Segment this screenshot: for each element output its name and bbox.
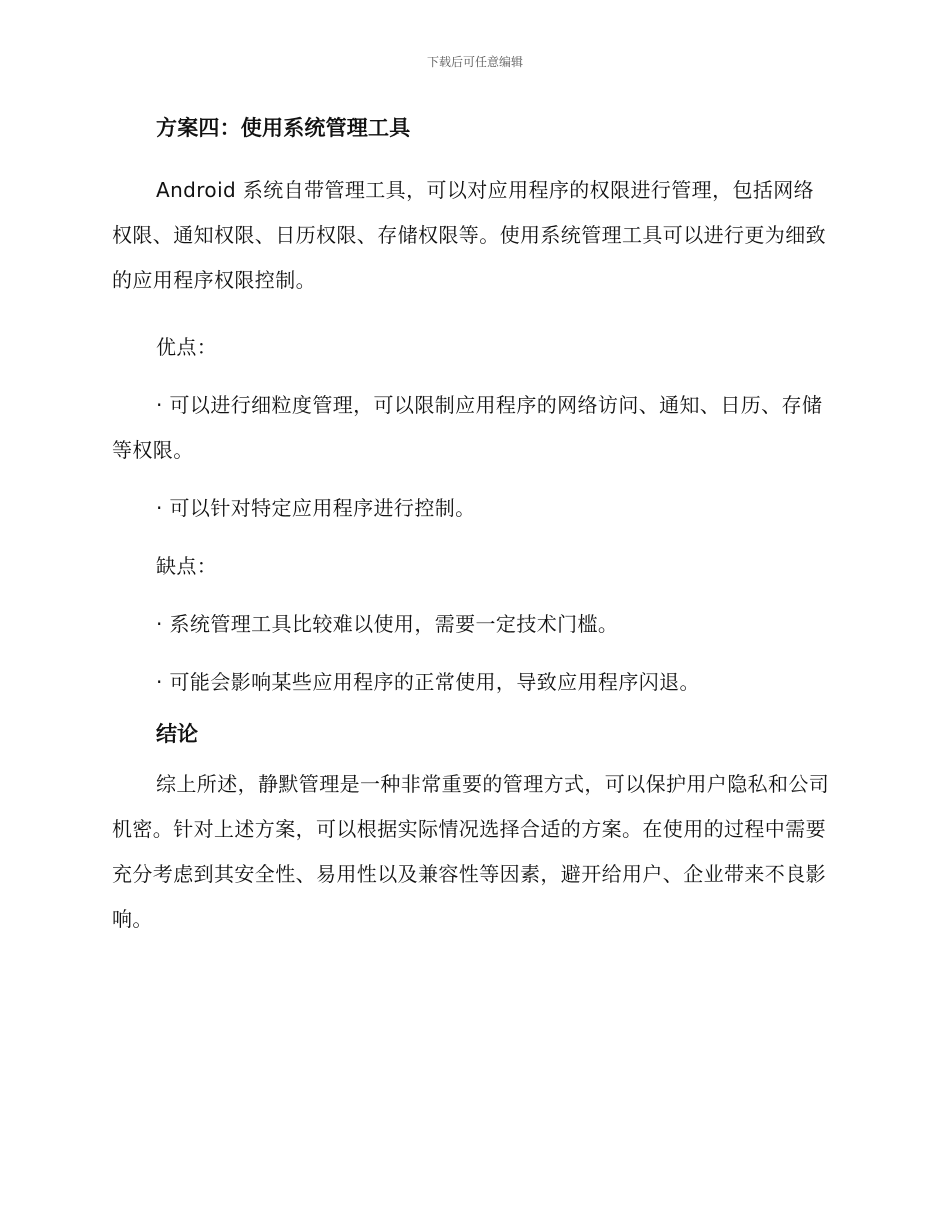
- pros-label: 优点：: [156, 335, 218, 359]
- cons-label: 缺点：: [156, 554, 218, 578]
- cons-item-1: · 系统管理工具比较难以使用，需要一定技术门槛。: [156, 612, 619, 636]
- conclusion-text: 综上所述，静默管理是一种非常重要的管理方式，可以保护用户隐私和公司机密。针对上述方案，可以根据实际情况选择合适的方案。在使用的过程中需要充分考虑到其安全性、易用性以及兼容性等因素，避开给用户、企业带来不良影响。: [112, 772, 830, 931]
- cons-item-2: · 可能会影响某些应用程序的正常使用，导致应用程序闪退。: [156, 670, 700, 694]
- pros-item-1: · 可以进行细粒度管理，可以限制应用程序的网络访问、通知、日历、存储等权限。: [112, 393, 823, 462]
- section-intro: Android 系统自带管理工具，可以对应用程序的权限进行管理，包括网络权限、通知权限、日历权限、存储权限等。使用系统管理工具可以进行更为细致的应用程序权限控制。: [112, 178, 826, 292]
- pros-item-2: · 可以针对特定应用程序进行控制。: [156, 496, 476, 520]
- conclusion-title: 结论: [156, 722, 198, 746]
- section-title: 方案四：使用系统管理工具: [156, 116, 411, 140]
- header-note: 下载后可任意编辑: [426, 55, 523, 69]
- document-content: [112, 112, 832, 964]
